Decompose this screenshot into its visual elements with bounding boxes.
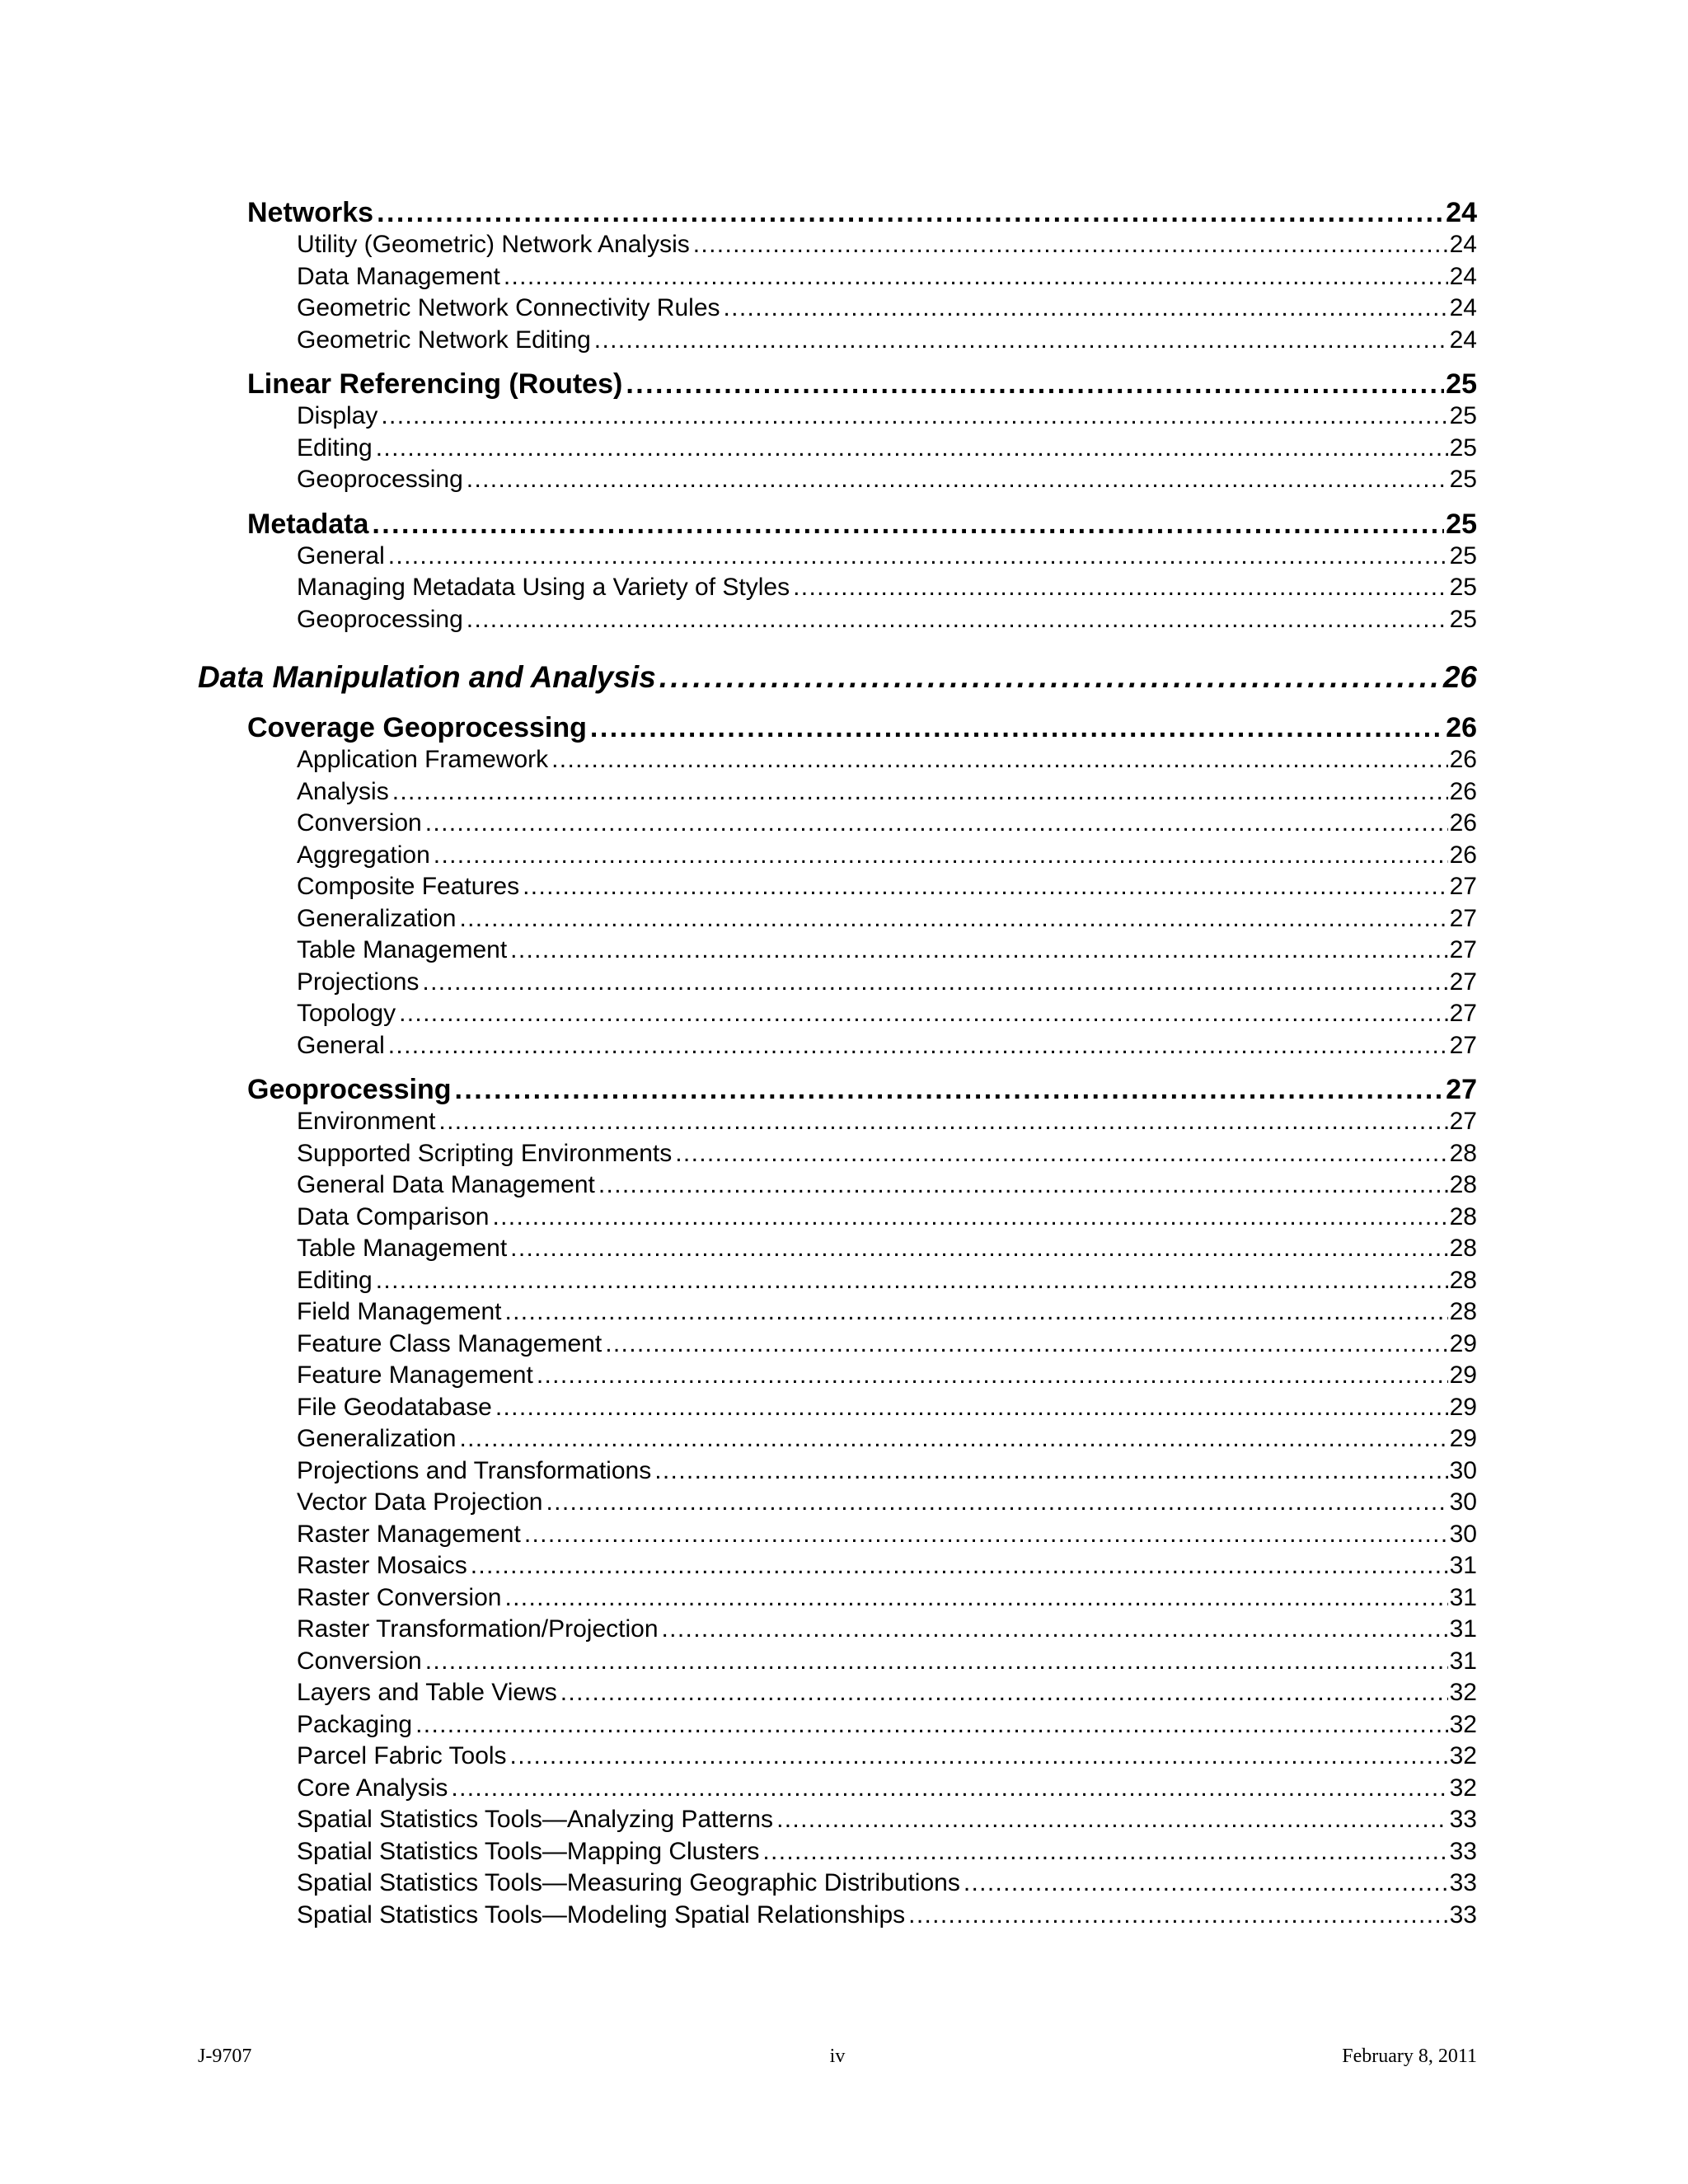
toc-entry-page: 25 — [1446, 508, 1477, 540]
toc-entry-page: 27 — [1449, 1108, 1477, 1135]
dot-leader — [690, 229, 1448, 261]
toc-entry-label: Generalization — [297, 904, 457, 932]
dot-leader — [905, 1900, 1447, 1932]
toc-item[interactable] — [198, 572, 1477, 604]
toc-entry-page: 30 — [1449, 1456, 1477, 1484]
toc-entry-label: Networks — [247, 197, 374, 228]
dot-leader — [507, 1233, 1447, 1265]
dot-leader — [435, 1106, 1447, 1138]
toc-item[interactable] — [198, 325, 1477, 357]
toc-entry-label: Managing Metadata Using a Variety of Styles — [297, 574, 790, 601]
toc-section[interactable] — [198, 1073, 1477, 1106]
toc-entry-label: Environment — [297, 1108, 436, 1135]
toc-entry-page: 33 — [1449, 1806, 1477, 1833]
footer-doc-number: J-9707 — [198, 2046, 252, 2067]
toc-entry-label: Geometric Network Editing — [297, 326, 591, 354]
toc-entry-label: Utility (Geometric) Network Analysis — [297, 231, 690, 258]
toc-entry-page: 24 — [1446, 197, 1477, 228]
toc-entry-label: Topology — [297, 1000, 396, 1027]
toc-entry-label: Conversion — [297, 809, 422, 837]
toc-entry-label: Raster Conversion — [297, 1583, 502, 1611]
toc-entry-page: 27 — [1449, 1000, 1477, 1027]
toc-item[interactable] — [198, 1836, 1477, 1868]
toc-entry-page: 27 — [1449, 904, 1477, 932]
toc-entry-page: 30 — [1449, 1520, 1477, 1548]
toc-item[interactable] — [198, 967, 1477, 999]
toc-entry-page: 25 — [1449, 434, 1477, 462]
toc-entry-label: Packaging — [297, 1710, 413, 1738]
toc-entry-label: Spatial Statistics Tools—Measuring Geographic Distributions — [297, 1869, 960, 1896]
toc-entry-label: Display — [297, 402, 378, 429]
toc-item[interactable] — [198, 1709, 1477, 1741]
toc-entry-page: 31 — [1449, 1647, 1477, 1675]
toc-item[interactable] — [198, 1392, 1477, 1424]
toc-item[interactable] — [198, 1265, 1477, 1297]
dot-leader — [773, 1804, 1448, 1836]
dot-leader — [492, 1392, 1448, 1424]
toc-item[interactable] — [198, 1614, 1477, 1646]
toc-entry-page: 32 — [1449, 1774, 1477, 1802]
toc-entry-label: Coverage Geoprocessing — [247, 712, 587, 743]
dot-leader — [591, 325, 1448, 357]
toc-entry-page: 28 — [1449, 1202, 1477, 1230]
toc-entry-page: 28 — [1449, 1266, 1477, 1294]
toc-entry-page: 31 — [1449, 1615, 1477, 1643]
toc-entry-page: 25 — [1449, 466, 1477, 493]
toc-entry-page: 26 — [1446, 712, 1477, 743]
toc-entry-label: Conversion — [297, 1647, 422, 1675]
dot-leader — [602, 1329, 1447, 1361]
toc-entry-page: 25 — [1449, 402, 1477, 429]
toc-entry-page: 26 — [1442, 660, 1477, 694]
dot-leader — [385, 541, 1448, 573]
dot-leader — [587, 711, 1444, 744]
toc-entry-page: 28 — [1449, 1171, 1477, 1198]
toc-section[interactable] — [198, 508, 1477, 541]
dot-leader — [656, 658, 1442, 696]
toc-entry-page: 27 — [1449, 1031, 1477, 1059]
toc-entry-page: 27 — [1446, 1074, 1477, 1105]
toc-item[interactable] — [198, 840, 1477, 872]
toc-item[interactable] — [198, 1202, 1477, 1234]
toc-item[interactable] — [198, 1677, 1477, 1709]
toc-item[interactable] — [198, 1169, 1477, 1202]
dot-leader — [595, 1169, 1448, 1202]
toc-entry-label: Data Manipulation and Analysis — [198, 660, 656, 694]
toc-entry-label: Core Analysis — [297, 1774, 448, 1802]
dot-leader — [507, 1741, 1448, 1773]
toc-entry-label: Geoprocessing — [297, 466, 463, 493]
toc-entry-page: 25 — [1446, 368, 1477, 400]
toc-entry-label: Composite Features — [297, 873, 520, 900]
toc-item[interactable] — [198, 1360, 1477, 1392]
dot-leader — [507, 935, 1447, 967]
dot-leader — [430, 840, 1448, 872]
toc-item[interactable] — [198, 1487, 1477, 1519]
toc-entry-page: 25 — [1449, 541, 1477, 569]
toc-entry-label: Geoprocessing — [247, 1074, 452, 1105]
toc-item[interactable] — [198, 871, 1477, 903]
toc-item[interactable] — [198, 1329, 1477, 1361]
toc-item[interactable] — [198, 1138, 1477, 1170]
dot-leader — [651, 1455, 1447, 1488]
dot-leader — [467, 1550, 1448, 1582]
toc-item[interactable] — [198, 1773, 1477, 1805]
toc-entry-label: Vector Data Projection — [297, 1488, 543, 1516]
toc-entry-label: Editing — [297, 434, 373, 462]
toc-item[interactable] — [198, 1868, 1477, 1900]
toc-entry-label: Data Comparison — [297, 1202, 490, 1230]
toc-entry-label: Parcel Fabric Tools — [297, 1742, 507, 1769]
toc-entry-label: Table Management — [297, 936, 508, 963]
toc-item[interactable] — [198, 1550, 1477, 1582]
footer-date: February 8, 2011 — [1342, 2046, 1477, 2067]
toc-entry-page: 26 — [1449, 777, 1477, 805]
toc-entry-page: 24 — [1449, 326, 1477, 354]
toc-entry-label: Layers and Table Views — [297, 1679, 557, 1706]
toc-item[interactable] — [198, 433, 1477, 465]
toc-entry-page: 29 — [1449, 1393, 1477, 1421]
toc-entry-label: Metadata — [247, 508, 369, 540]
footer-page-number: iv — [829, 2046, 846, 2067]
toc-entry-label: Geoprocessing — [297, 605, 463, 633]
dot-leader — [533, 1360, 1448, 1392]
toc-item[interactable] — [198, 998, 1477, 1030]
toc-item[interactable] — [198, 1741, 1477, 1773]
toc-item[interactable] — [198, 1106, 1477, 1138]
toc-entry-page: 26 — [1449, 746, 1477, 773]
toc-entry-page: 29 — [1449, 1425, 1477, 1452]
toc-entry-page: 28 — [1449, 1235, 1477, 1262]
dot-leader — [543, 1487, 1448, 1519]
toc-entry-label: Spatial Statistics Tools—Mapping Clusters — [297, 1837, 760, 1865]
toc-entry-page: 26 — [1449, 809, 1477, 837]
toc-entry-page: 25 — [1449, 574, 1477, 601]
toc-entry-page: 25 — [1449, 605, 1477, 633]
dot-leader — [519, 871, 1448, 903]
dot-leader — [759, 1836, 1447, 1868]
toc-entry-label: Projections — [297, 968, 420, 996]
toc-entry-label: Data Management — [297, 262, 500, 290]
dot-leader — [456, 903, 1447, 935]
toc-item[interactable] — [198, 541, 1477, 573]
dot-leader — [422, 1646, 1448, 1678]
toc-entry-label: Raster Transformation/Projection — [297, 1615, 659, 1643]
dot-leader — [377, 401, 1447, 433]
toc-entry-label: Application Framework — [297, 746, 549, 773]
toc-entry-label: Aggregation — [297, 841, 430, 869]
toc-item[interactable] — [198, 1804, 1477, 1836]
toc-entry-page: 31 — [1449, 1583, 1477, 1611]
toc-entry-page: 32 — [1449, 1742, 1477, 1769]
toc-entry-label: Raster Mosaics — [297, 1552, 467, 1579]
toc-item[interactable] — [198, 1030, 1477, 1062]
toc-entry-page: 29 — [1449, 1329, 1477, 1357]
toc-item[interactable] — [198, 808, 1477, 840]
toc-item[interactable] — [198, 1455, 1477, 1488]
toc-entry-page: 27 — [1449, 968, 1477, 996]
toc-item[interactable] — [198, 261, 1477, 293]
toc-item[interactable] — [198, 935, 1477, 967]
toc-entry-page: 33 — [1449, 1900, 1477, 1929]
dot-leader — [622, 368, 1444, 401]
dot-leader — [463, 604, 1448, 636]
toc-entry-label: Spatial Statistics Tools—Modeling Spatial Relationships — [297, 1900, 906, 1929]
toc-entry-label: Editing — [297, 1266, 373, 1294]
dot-leader — [790, 572, 1448, 604]
toc-item[interactable] — [198, 464, 1477, 496]
toc-entry-label: Field Management — [297, 1298, 502, 1325]
toc-section[interactable] — [198, 711, 1477, 744]
dot-leader — [385, 1030, 1448, 1062]
toc-item[interactable] — [198, 1900, 1477, 1932]
toc-entry-page: 33 — [1449, 1869, 1477, 1896]
toc-entry-label: Analysis — [297, 777, 389, 805]
dot-leader — [500, 261, 1448, 293]
dot-leader — [373, 1265, 1448, 1297]
toc-item[interactable] — [198, 1423, 1477, 1455]
toc-entry-label: Projections and Transformations — [297, 1456, 652, 1484]
toc-section[interactable] — [198, 196, 1477, 229]
toc-entry-page: 24 — [1449, 294, 1477, 321]
toc-entry-label: General Data Management — [297, 1171, 595, 1198]
toc-entry-label: Table Management — [297, 1235, 508, 1262]
toc-entry-label: Raster Management — [297, 1520, 521, 1548]
toc-chapter[interactable] — [198, 658, 1477, 696]
toc-entry-label: Feature Management — [297, 1361, 533, 1389]
toc-entry-label: General — [297, 541, 385, 569]
dot-leader — [373, 196, 1444, 229]
toc-entry-page: 28 — [1449, 1298, 1477, 1325]
toc-entry-label: Geometric Network Connectivity Rules — [297, 294, 720, 321]
dot-leader — [548, 744, 1448, 776]
toc-item[interactable] — [198, 1296, 1477, 1329]
dot-leader — [960, 1868, 1448, 1900]
toc-entry-label: Feature Class Management — [297, 1329, 603, 1357]
toc-entry-page: 33 — [1449, 1837, 1477, 1865]
dot-leader — [557, 1677, 1448, 1709]
dot-leader — [373, 433, 1448, 465]
toc-item[interactable] — [198, 229, 1477, 261]
toc-item[interactable] — [198, 1582, 1477, 1615]
toc-entry-page: 32 — [1449, 1679, 1477, 1706]
dot-leader — [419, 967, 1447, 999]
table-of-contents — [198, 196, 1477, 1931]
toc-entry-page: 24 — [1449, 262, 1477, 290]
toc-entry-page: 27 — [1449, 873, 1477, 900]
dot-leader — [501, 1296, 1447, 1329]
dot-leader — [489, 1202, 1447, 1234]
dot-leader — [389, 776, 1448, 808]
toc-item[interactable] — [198, 1233, 1477, 1265]
dot-leader — [448, 1773, 1447, 1805]
toc-entry-label: Spatial Statistics Tools—Analyzing Patterns — [297, 1806, 774, 1833]
toc-entry-page: 29 — [1449, 1361, 1477, 1389]
dot-leader — [672, 1138, 1447, 1170]
dot-leader — [452, 1073, 1445, 1106]
toc-item[interactable] — [198, 1519, 1477, 1551]
dot-leader — [501, 1582, 1447, 1615]
toc-entry-page: 27 — [1449, 936, 1477, 963]
dot-leader — [412, 1709, 1448, 1741]
dot-leader — [463, 464, 1448, 496]
toc-entry-page: 26 — [1449, 841, 1477, 869]
toc-entry-page: 30 — [1449, 1488, 1477, 1516]
dot-leader — [396, 998, 1448, 1030]
toc-item[interactable] — [198, 293, 1477, 325]
toc-section[interactable] — [198, 368, 1477, 401]
toc-entry-page: 32 — [1449, 1710, 1477, 1738]
dot-leader — [422, 808, 1448, 840]
dot-leader — [521, 1519, 1448, 1551]
toc-item[interactable] — [198, 401, 1477, 433]
toc-entry-label: Generalization — [297, 1425, 457, 1452]
toc-item[interactable] — [198, 776, 1477, 808]
toc-item[interactable] — [198, 1646, 1477, 1678]
toc-item[interactable] — [198, 903, 1477, 935]
toc-entry-label: General — [297, 1031, 385, 1059]
toc-entry-label: Supported Scripting Environments — [297, 1139, 673, 1167]
dot-leader — [659, 1614, 1448, 1646]
toc-entry-label: Linear Referencing (Routes) — [247, 368, 623, 400]
page-footer — [198, 2046, 1477, 2075]
toc-entry-page: 24 — [1449, 231, 1477, 258]
toc-item[interactable] — [198, 604, 1477, 636]
toc-entry-page: 28 — [1449, 1139, 1477, 1167]
dot-leader — [456, 1423, 1447, 1455]
toc-entry-label: File Geodatabase — [297, 1393, 492, 1421]
dot-leader — [720, 293, 1448, 325]
toc-entry-page: 31 — [1449, 1552, 1477, 1579]
dot-leader — [368, 508, 1444, 541]
toc-item[interactable] — [198, 744, 1477, 776]
